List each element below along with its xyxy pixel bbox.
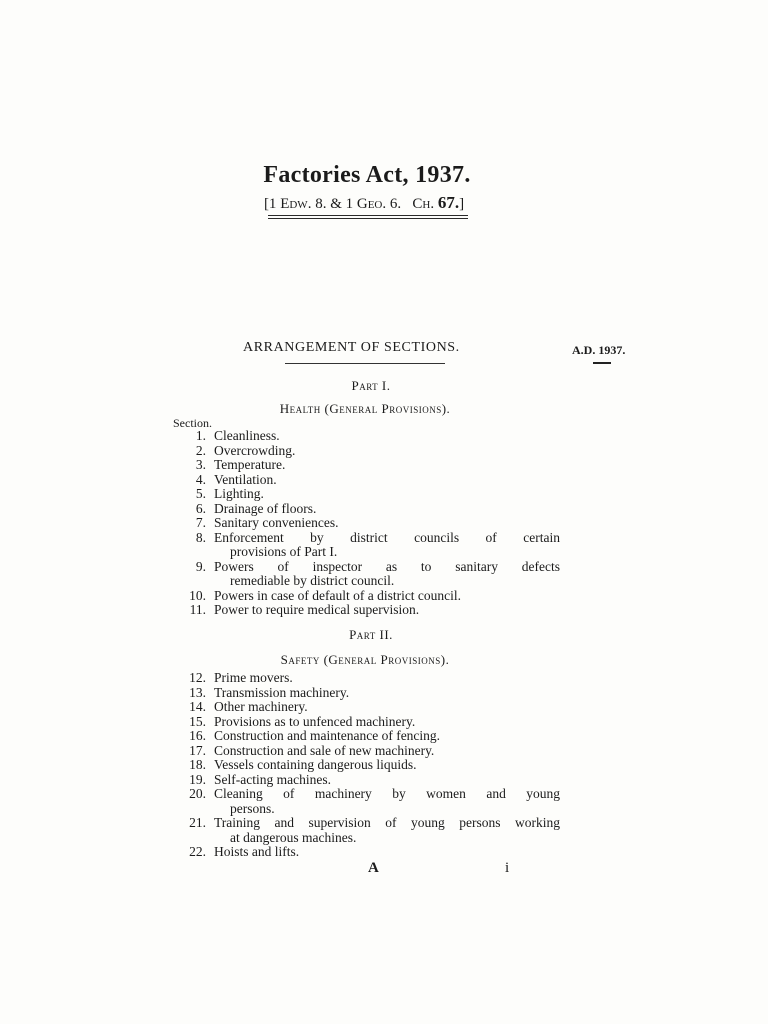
section-title: Transmission machinery. bbox=[214, 684, 350, 700]
margin-year-rule bbox=[593, 362, 611, 364]
act-citation bbox=[0, 193, 728, 213]
section-title: Sanitary conveniences. bbox=[214, 515, 339, 530]
section-title: Self-acting machines. bbox=[214, 771, 331, 787]
section-number: 10. bbox=[189, 587, 206, 603]
section-number: 9. bbox=[195, 558, 206, 574]
section-title: Powers of inspector as to sanitary defects bbox=[214, 558, 560, 574]
section-title: Cleanliness. bbox=[214, 428, 280, 443]
section-number: 11. bbox=[189, 602, 206, 617]
citation-open: [1 bbox=[263, 196, 281, 212]
section-title-continuation: at dangerous machines. bbox=[230, 829, 357, 845]
section-number: 17. bbox=[189, 742, 206, 758]
signature-mark: A bbox=[368, 860, 379, 876]
section-number: 16. bbox=[189, 728, 206, 743]
section-title: Provisions as to unfenced machinery. bbox=[214, 713, 416, 729]
citation-close: ] bbox=[459, 196, 465, 212]
section-title: Prime movers. bbox=[214, 670, 293, 685]
section-title: Drainage of floors. bbox=[214, 500, 317, 516]
section-title: Temperature. bbox=[214, 457, 286, 472]
section-number: 8. bbox=[195, 529, 206, 545]
title-double-rule bbox=[268, 215, 468, 221]
section-number: 2. bbox=[195, 442, 206, 458]
citation-mid: . 8. & 1 bbox=[307, 196, 357, 212]
citation-ch: Ch bbox=[412, 196, 431, 212]
section-title: Lighting. bbox=[214, 486, 264, 501]
section-number: 6. bbox=[195, 500, 206, 516]
section-title: Other machinery. bbox=[214, 699, 308, 714]
section-number: 5. bbox=[195, 486, 206, 501]
act-title: Factories Act, 1937. bbox=[263, 162, 471, 188]
section-title: Enforcement by district councils of certain bbox=[214, 529, 560, 545]
margin-year: A.D. 1937. bbox=[572, 343, 626, 357]
section-number: 15. bbox=[189, 713, 206, 729]
section-number: 13. bbox=[189, 684, 206, 700]
section-number: 19. bbox=[189, 771, 206, 787]
section-number: 12. bbox=[189, 670, 206, 685]
section-number: 22. bbox=[189, 844, 206, 859]
section-number: 14. bbox=[189, 699, 206, 714]
section-title: Construction and maintenance of fencing. bbox=[214, 728, 441, 743]
section-title: Training and supervision of young persons working bbox=[214, 815, 560, 830]
section-number: 4. bbox=[195, 471, 206, 487]
section-number: 1. bbox=[195, 428, 206, 443]
citation-dot: . bbox=[430, 196, 438, 212]
citation-geo: Geo bbox=[356, 196, 383, 212]
section-title: Ventilation. bbox=[214, 471, 277, 487]
section-title: Powers in case of default of a district council. bbox=[214, 587, 462, 603]
section-number: 7. bbox=[195, 515, 206, 530]
section-title: Vessels containing dangerous liquids. bbox=[214, 757, 417, 772]
citation-chapter-number: 67. bbox=[437, 193, 460, 212]
part-1-subtitle: Health (General Provisions). bbox=[279, 401, 451, 416]
section-title: Hoists and lifts. bbox=[214, 844, 300, 859]
section-number: 3. bbox=[195, 457, 206, 472]
citation-mid2: . 6. bbox=[382, 196, 413, 212]
section-number: 20. bbox=[189, 786, 206, 801]
section-title: Cleaning of machinery by women and young bbox=[214, 786, 560, 801]
section-title: Power to require medical supervision. bbox=[214, 602, 420, 617]
section-column-label: Section. bbox=[173, 416, 212, 430]
section-number: 21. bbox=[189, 815, 206, 830]
section-title: Construction and sale of new machinery. bbox=[214, 742, 435, 758]
arrangement-heading: ARRANGEMENT OF SECTIONS. bbox=[243, 340, 460, 355]
section-title-continuation: remediable by district council. bbox=[230, 573, 395, 588]
section-number: 18. bbox=[189, 757, 206, 772]
section-title-continuation: persons. bbox=[230, 800, 275, 816]
citation-edw: Edw bbox=[280, 196, 308, 212]
part-2-subtitle: Safety (General Provisions). bbox=[280, 652, 450, 667]
section-title-continuation: provisions of Part I. bbox=[230, 544, 338, 559]
part-1-title: Part I. bbox=[351, 378, 391, 393]
section-title: Overcrowding. bbox=[214, 442, 296, 458]
part-2-title: Part II. bbox=[349, 627, 393, 642]
arrangement-rule bbox=[285, 363, 445, 364]
page-number: i bbox=[505, 860, 510, 876]
